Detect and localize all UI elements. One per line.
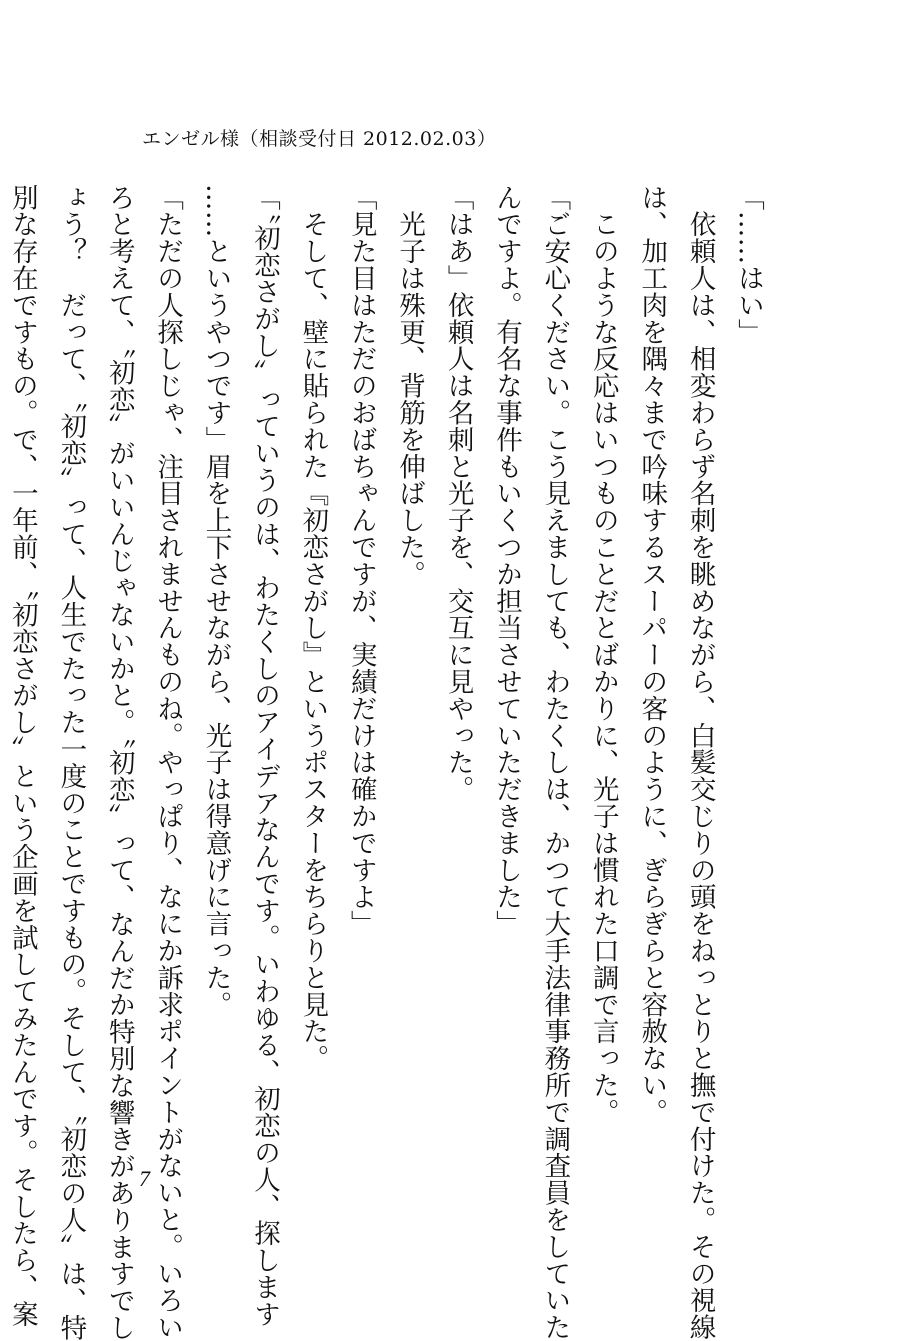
text-line: 「〝初恋さがし〟っていうのは、わたくしのアイデアなんです。いわゆる、初恋の人、探します bbox=[248, 184, 280, 1328]
text-line: 依頼人は、相変わらず名刺を眺めながら、白髪交じりの頭をねっとりと撫で付けた。その視線 bbox=[684, 184, 716, 1341]
text-line: 「……はい」 bbox=[733, 184, 764, 346]
text-line: は、加工肉を隅々まで吟味するスーパーの客のように、ぎらぎらと容赦ない。 bbox=[636, 184, 668, 1126]
text-line: 光子は殊更、背筋を伸ばした。 bbox=[394, 184, 426, 588]
text-line: ……というやつです」眉を上下させながら、光子は得意げに言った。 bbox=[200, 184, 232, 1018]
body-text bbox=[0, 184, 772, 1341]
text-line: このような反応はいつものことだとばかりに、光子は慣れた口調で言った。 bbox=[587, 184, 619, 1126]
text-line: 「ご安心ください。こう見えましても、わたくしは、かつて大手法律事務所で調査員をしていた bbox=[539, 184, 571, 1341]
text-line: 「ただの人探しじゃ、注目されませんものね。やっぱり、なにか訴求ポイントがないと。いろい bbox=[152, 184, 184, 1341]
text-line: 「見た目はただのおばちゃんですが、実績だけは確かですよ」 bbox=[345, 184, 377, 938]
text-line: ろと考えて、〝初恋〟がいいんじゃないかと。〝初恋〟って、なんだか特別な響きがありますでし bbox=[103, 184, 135, 1341]
text-line: そして、壁に貼られた『初恋さがし』というポスターをちらりと見た。 bbox=[297, 184, 329, 1072]
text-line: 別な存在ですもの。で、一年前、〝初恋さがし〟という企画を試してみたんです。そしたら、案 bbox=[6, 184, 38, 1328]
running-head: エンゼル様（相談受付日 2012.02.03） bbox=[142, 128, 497, 150]
text-line: 「はあ」依頼人は名刺と光子を、交互に見やった。 bbox=[442, 184, 474, 803]
text-line: ょう？ だって、〝初恋〟って、人生でたった一度のことですもの。そして、〝初恋の人〟は、特 bbox=[55, 184, 87, 1341]
page-number: 7 bbox=[139, 1166, 150, 1191]
text-line: んですよ。有名な事件もいくつか担当させていただきました」 bbox=[490, 184, 522, 938]
